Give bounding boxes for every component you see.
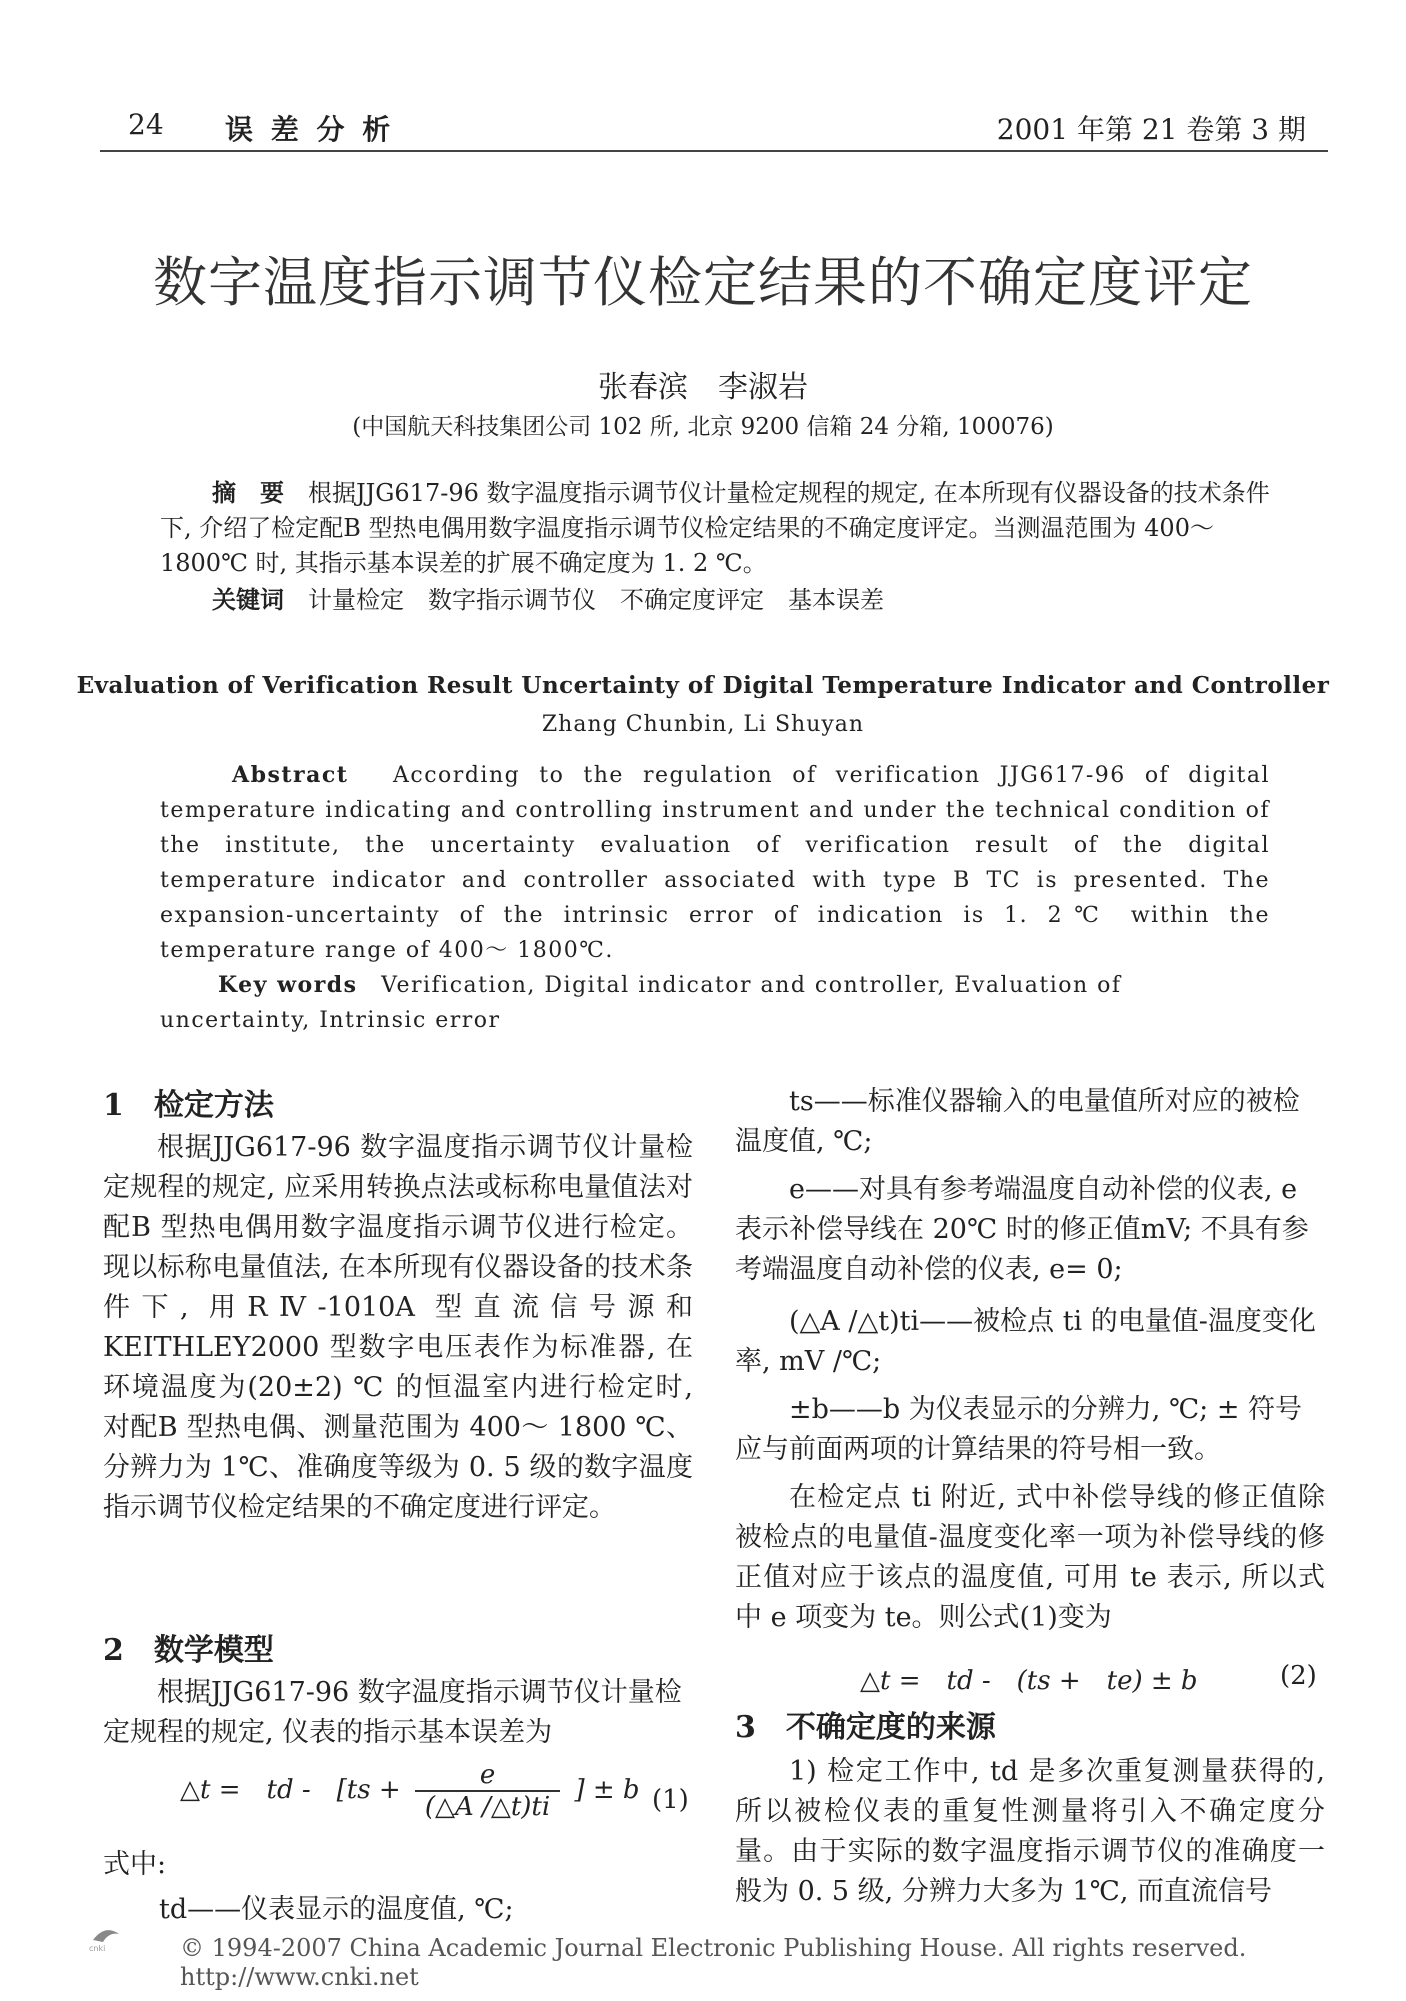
- english-authors: Zhang Chunbin, Li Shuyan: [541, 712, 865, 737]
- copyright-footer: © 1994-2007 China Academic Journal Electronic Publishing House. All rights reserved. http://www.cnki.net: [180, 1934, 1295, 1991]
- page-number: 24: [128, 108, 164, 141]
- section-3-text: 1) 检定工作中, td 是多次重复测量获得的, 所以被检仪表的重复性测量将引入不确定度分量。由于实际的数字温度指示调节仪的准确度一般为 0. 5 级, 分辨力大多为 1℃, 而直流信号: [735, 1756, 1325, 1907]
- ts-definition: ts——标准仪器输入的电量值所对应的被检温度值, ℃;: [735, 1086, 1300, 1157]
- b-definition: ±b——b 为仪表显示的分辨力, ℃; ± 符号应与前面两项的计算结果的符号相一致。: [735, 1394, 1303, 1465]
- where-label: 式中:: [103, 1849, 167, 1880]
- eq1-denominator: (△A /△t)ti: [424, 1792, 551, 1822]
- authors: 张春滨 李淑岩: [598, 370, 808, 405]
- keywords-en-label: Key words: [218, 972, 358, 998]
- svg-text:cnki: cnki: [89, 1944, 106, 1953]
- eq2-number: (2): [1280, 1661, 1317, 1691]
- abstract-cn: [160, 475, 1270, 581]
- eq1-number: (1): [652, 1785, 689, 1815]
- keywords-en-text: Verification, Digital indicator and controller, Evaluation of uncertainty, Intrinsic error: [160, 973, 1122, 1033]
- eq1-rhs: ] ± b: [574, 1775, 640, 1805]
- e-definition: e——对具有参考端温度自动补偿的仪表, e 表示补偿导线在 20℃ 时的修正值mV; 不具有参考端温度自动补偿的仪表, e= 0;: [735, 1174, 1309, 1285]
- abstract-en: [160, 758, 1270, 968]
- section-2-text: 根据JJG617-96 数字温度指示调节仪计量检定规程的规定, 仪表的指示基本误差为: [103, 1677, 682, 1748]
- section-2-title: 2 数学模型: [103, 1633, 274, 1668]
- paper-title: 数字温度指示调节仪检定结果的不确定度评定: [153, 251, 1253, 314]
- footer-logo: [85, 1920, 145, 1954]
- abstract-en-label: Abstract: [232, 762, 349, 788]
- right-paragraph: 在检定点 ti 附近, 式中补偿导线的修正值除被检点的电量值-温度变化率一项为补偿导线的修正值对应于该点的温度值, 可用 te 表示, 所以式中 e 项变为 te。则公式(1)变为: [735, 1482, 1325, 1633]
- abstract-en-text: According to the regulation of verification JJG617-96 of digital temperature indicating and controlling instrument and under the technical condition of the institute, the uncertainty evaluation of verification result of the digital temperature indicator and controller associated with type B TC is presented. The expansion-uncertainty of the intrinsic error of indication is 1. 2℃ within the temperature range of 400～ 1800℃.: [160, 763, 1270, 963]
- english-title: Evaluation of Verification Result Uncertainty of Digital Temperature Indicator and Controller: [76, 672, 1330, 699]
- issue-info: 2001 年第 21 卷第 3 期: [996, 113, 1306, 146]
- eq1-lhs: △t = td - [ts +: [180, 1775, 401, 1805]
- abstract-cn-label: 摘 要: [212, 478, 284, 507]
- keywords-cn: [160, 582, 1270, 618]
- rate-definition: (△A /△t)ti——被检点 ti 的电量值-温度变化率, mV /℃;: [735, 1306, 1316, 1377]
- journal-name: 误 差 分 析: [225, 113, 395, 146]
- section-1-text: 根据JJG617-96 数字温度指示调节仪计量检定规程的规定, 应采用转换点法或标称电量值法对配B 型热电偶用数字温度指示调节仪进行检定。现以标称电量值法, 在本所现有仪器设备的技术条件下, 用RⅣ-1010A 型直流信号源和 KEITHLEY2000 型数字电压表作为标准器, 在环境温度为(20±2) ℃ 的恒温室内进行检定时, 对配B 型热电偶、测量范围为 400～ 1800 ℃、分辨力为 1℃、准确度等级为 0. 5 级的数字温度指示调节仪检定结果的不确定度进行评定。: [103, 1132, 693, 1523]
- equation-1: [180, 1760, 700, 1822]
- abstract-cn-text: 根据JJG617-96 数字温度指示调节仪计量检定规程的规定, 在本所现有仪器设备的技术条件下, 介绍了检定配B 型热电偶用数字温度指示调节仪检定结果的不确定度评定。当测温范围为 400～ 1800℃ 时, 其指示基本误差的扩展不确定度为 1. 2 ℃。: [160, 479, 1270, 577]
- td-definition: td——仪表显示的温度值, ℃;: [159, 1894, 514, 1925]
- section-1-title: 1 检定方法: [103, 1088, 274, 1123]
- keywords-cn-text: 计量检定 数字指示调节仪 不确定度评定 基本误差: [308, 586, 884, 614]
- header-rule: [100, 150, 1328, 152]
- section-3-title: 3 不确定度的来源: [735, 1710, 996, 1745]
- eq1-fraction: [415, 1760, 560, 1822]
- keywords-cn-label: 关键词: [212, 585, 284, 614]
- keywords-en: [160, 968, 1270, 1038]
- eq1-numerator: e: [415, 1760, 560, 1792]
- equation-2: △t = td - (ts + te) ± b: [860, 1666, 1198, 1696]
- affiliation: (中国航天科技集团公司 102 所, 北京 9200 信箱 24 分箱, 100076): [352, 414, 1054, 440]
